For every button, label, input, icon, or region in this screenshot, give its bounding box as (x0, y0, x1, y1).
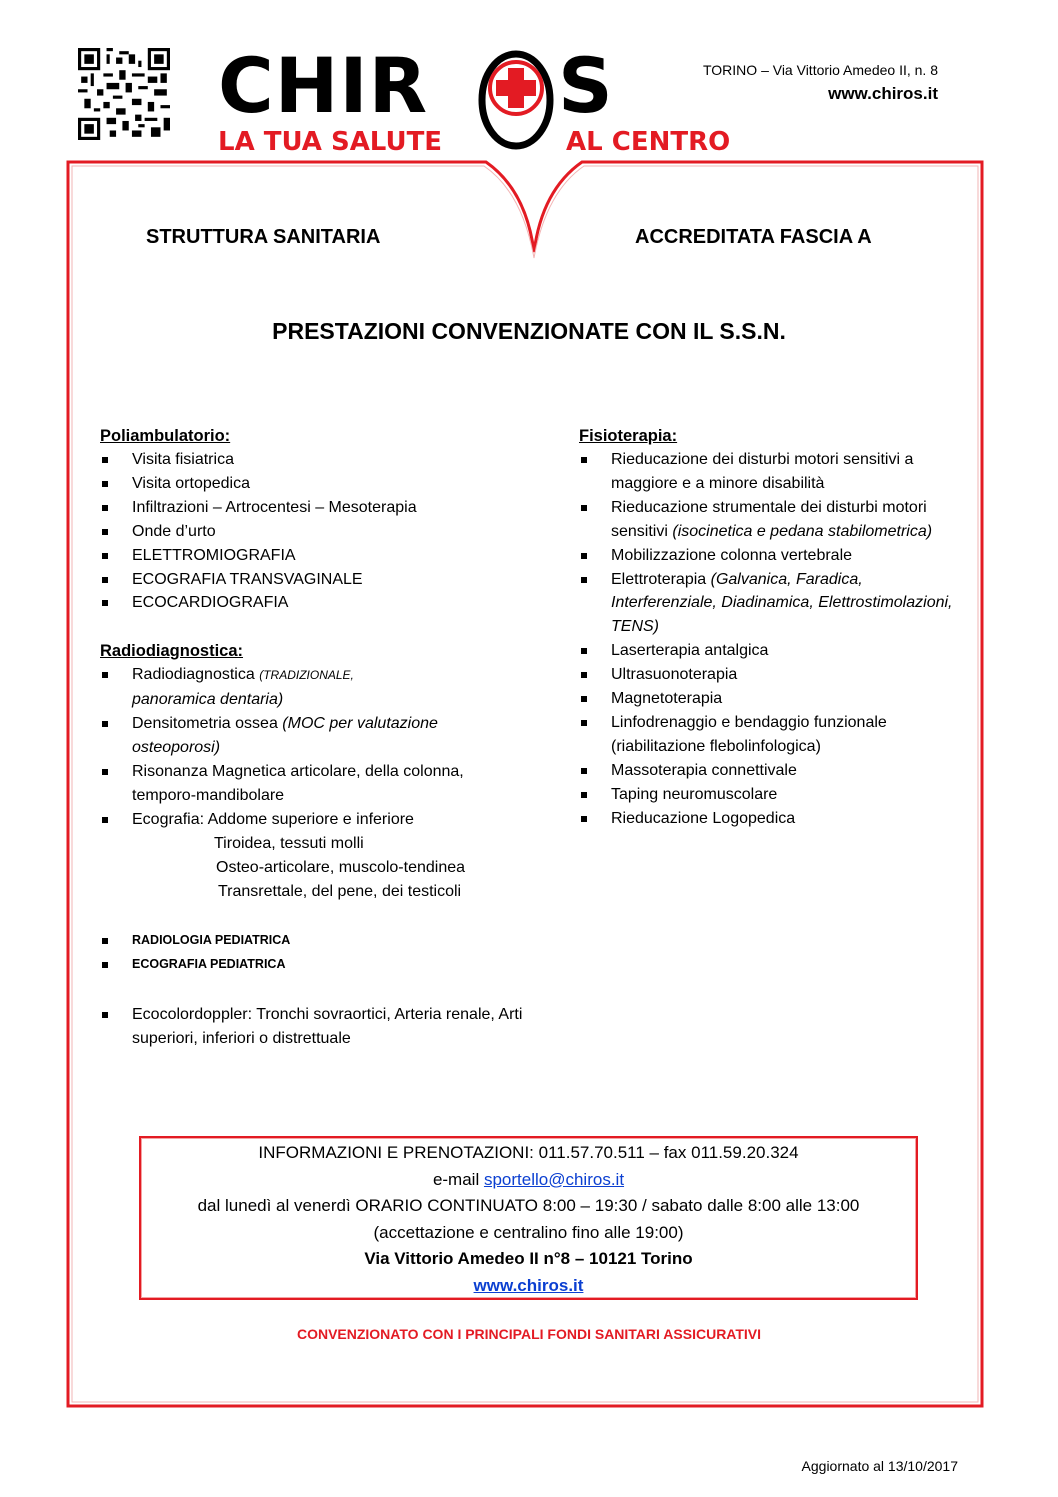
item-note: panoramica dentaria) (132, 691, 284, 709)
list-item: Ecocolordoppler: Tronchi sovraortici, Arteria renale, Arti superiori, inferiori o distrettuale (100, 1003, 530, 1051)
info-content (139, 1140, 918, 1299)
item-text: Elettroterapia (611, 570, 711, 588)
list-poliambulatorio (100, 448, 530, 615)
list-item: ECOCARDIOGRAFIA (100, 591, 530, 615)
list-item: Rieducazione Logopedica (579, 807, 959, 831)
heading-poliambulatorio: Poliambulatorio: (100, 427, 231, 445)
list-item: Mobilizzazione colonna vertebrale (579, 544, 959, 568)
item-text: Densitometria ossea (132, 715, 283, 733)
title-accreditata: ACCREDITATA FASCIA A (635, 226, 872, 248)
list-item (100, 712, 530, 760)
info-email-line (139, 1167, 918, 1194)
list-item: Taping neuromuscolare (579, 783, 959, 807)
list-item: Massoterapia connettivale (579, 759, 959, 783)
list-item (100, 663, 530, 712)
list-item: Risonanza Magnetica articolare, della colonna, temporo-mandibolare (100, 760, 530, 808)
chiros-logo (218, 41, 731, 158)
header-address: TORINO – Via Vittorio Amedeo II, n. 8 (702, 62, 938, 78)
list-item: Linfodrenaggio e bendaggio funzionale (riabilitazione flebolinfologica) (579, 711, 959, 759)
list-item: Visita ortopedica (100, 472, 530, 496)
list-item: ECOGRAFIA TRANSVAGINALE (100, 568, 530, 592)
list-fisioterapia (579, 448, 959, 831)
list-pediatrica (100, 929, 530, 977)
list-item: ELETTROMIOGRAFIA (100, 544, 530, 568)
list-item: Ultrasuonoterapia (579, 663, 959, 687)
page-title: PRESTAZIONI CONVENZIONATE CON IL S.S.N. (272, 318, 786, 344)
qr-code-icon (78, 48, 170, 140)
updated-date: Aggiornato al 13/10/2017 (801, 1458, 958, 1474)
list-item: RADIOLOGIA PEDIATRICA (100, 929, 530, 953)
item-text: Rieducazione strumentale dei disturbi motori sensitivi (611, 498, 927, 540)
list-radiodiagnostica (100, 663, 530, 903)
info-address: Via Vittorio Amedeo II n°8 – 10121 Torino (364, 1249, 693, 1268)
list-item: ECOGRAFIA PEDIATRICA (100, 953, 530, 977)
item-note: (MOC per valutazione (282, 715, 438, 733)
list-item (579, 496, 959, 544)
heading-fisioterapia: Fisioterapia: (579, 427, 678, 445)
info-acceptance: (accettazione e centralino fino alle 19:00) (373, 1222, 684, 1242)
email-link[interactable]: sportello@chiros.it (483, 1169, 625, 1189)
convenzionato-notice: CONVENZIONATO CON I PRINCIPALI FONDI SANITARI ASSICURATIVI (296, 1326, 762, 1342)
website-link[interactable]: www.chiros.it (473, 1275, 584, 1295)
list-item: Onde d’urto (100, 520, 530, 544)
title-struttura: STRUTTURA SANITARIA (146, 226, 381, 248)
item-line: Transrettale, del pene, dei testicoli (218, 882, 462, 900)
item-note: (TRADIZIONALE, (259, 668, 354, 683)
list-doppler (100, 1003, 530, 1051)
right-column (579, 424, 959, 831)
list-item (100, 808, 530, 904)
info-hours: dal lunedì al venerdì ORARIO CONTINUATO 8:00 – 19:30 / sabato dalle 8:00 alle 13:00 (197, 1196, 860, 1215)
list-item: Rieducazione dei disturbi motori sensitivi a maggiore e a minore disabilità (579, 448, 959, 496)
left-column (100, 424, 530, 1051)
item-line: Ecografia: Addome superiore e inferiore (132, 810, 414, 828)
logo-s: S (558, 41, 613, 130)
info-email-prefix: e-mail (432, 1169, 484, 1189)
logo-chir: CHIR (218, 41, 429, 130)
item-note: (Galvanica, Faradica, Interferenziale, Diadinamica, Elettrostimolazioni, TENS) (611, 570, 953, 636)
item-line: Tiroidea, tessuti molli (214, 834, 364, 852)
list-item: Magnetoterapia (579, 687, 959, 711)
item-note: (isocinetica e pedana stabilometrica) (672, 522, 933, 540)
header-website[interactable]: www.chiros.it (828, 84, 938, 103)
info-phone: INFORMAZIONI E PRENOTAZIONI: 011.57.70.511 – fax 011.59.20.324 (258, 1143, 799, 1162)
item-note: osteoporosi) (132, 739, 221, 757)
heading-radiodiagnostica: Radiodiagnostica: (100, 642, 244, 661)
list-item: Visita fisiatrica (100, 448, 530, 472)
item-text: Radiodiagnostica (132, 666, 260, 684)
list-item: Infiltrazioni – Artrocentesi – Mesoterapia (100, 496, 530, 520)
logo-tagline-left: LA TUA SALUTE (218, 127, 443, 157)
item-line: Osteo-articolare, muscolo-tendinea (216, 858, 466, 876)
list-item: Laserterapia antalgica (579, 639, 959, 663)
list-item (579, 568, 959, 640)
logo-tagline-right: AL CENTRO (566, 127, 731, 157)
